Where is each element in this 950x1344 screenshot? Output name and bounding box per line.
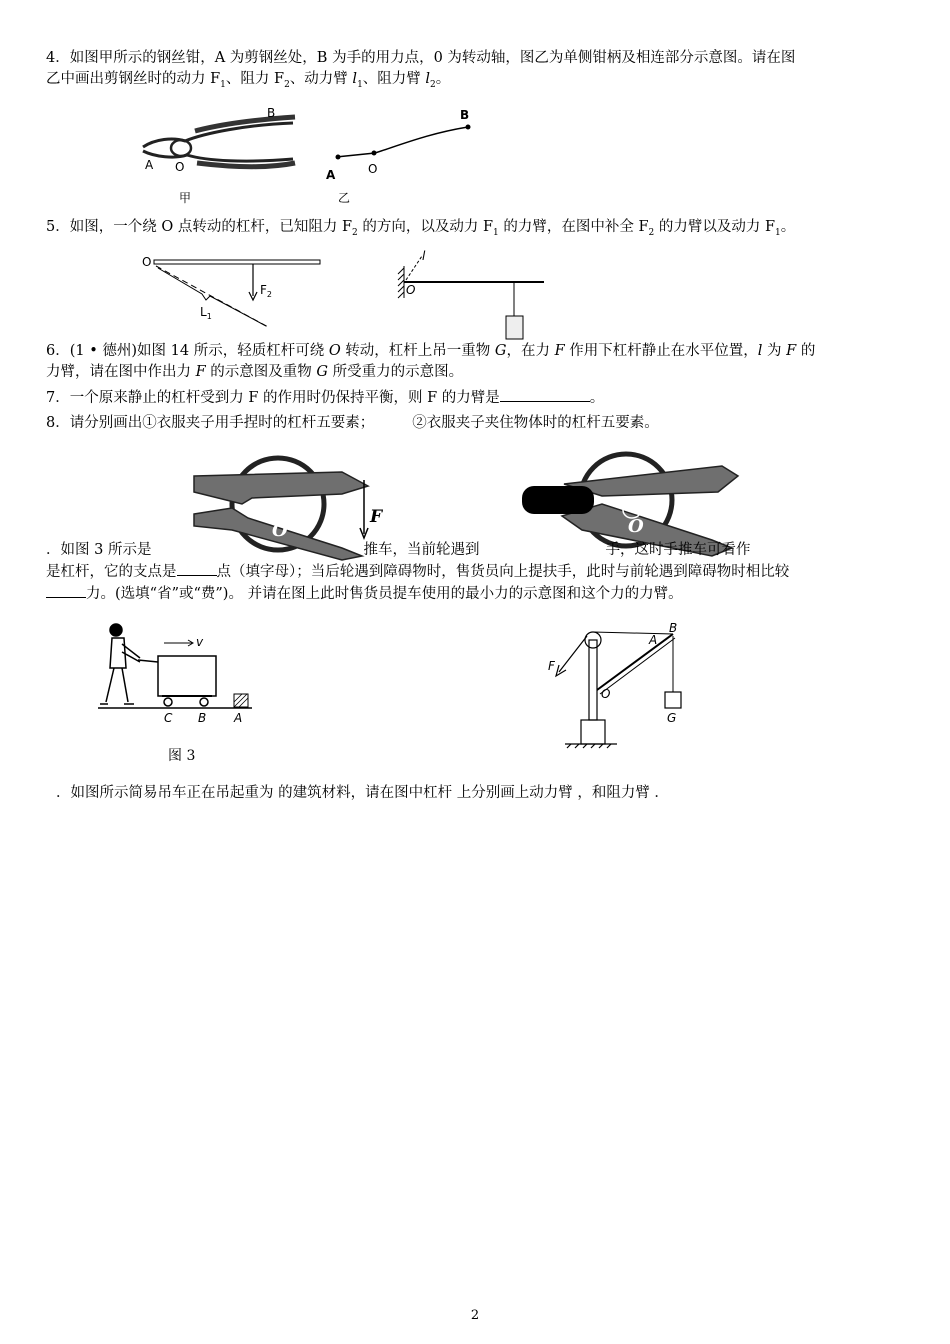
hanging-weight bbox=[506, 316, 523, 339]
fig3-caption: 图 3 bbox=[168, 748, 196, 764]
cart-rear-wheel bbox=[164, 698, 172, 706]
handle-figure bbox=[320, 105, 480, 205]
cart-basket bbox=[158, 656, 216, 696]
handle-caption: 乙 bbox=[338, 191, 351, 205]
clip-left-label-f: F bbox=[370, 507, 383, 527]
cart-handle bbox=[138, 660, 158, 662]
handle-point-o bbox=[372, 151, 377, 156]
force-arm-dashed bbox=[406, 256, 422, 280]
cart-label-b: B bbox=[198, 711, 207, 725]
cart-front-wheel bbox=[200, 698, 208, 706]
lever-label-o: O bbox=[142, 255, 152, 269]
pliers-label-b: B bbox=[267, 106, 276, 120]
crane-force-arrowhead bbox=[556, 665, 566, 676]
question-4 bbox=[46, 48, 908, 90]
question-9 bbox=[46, 540, 908, 605]
person-pushing bbox=[100, 624, 140, 704]
crane-boom-inner bbox=[600, 638, 675, 694]
pliers-label-a: A bbox=[145, 158, 154, 172]
question-8: 8．请分别画出①衣服夹子用手捏时的杠杆五要素； ②衣服夹子夹住物体时的杠杆五要素。 bbox=[46, 415, 659, 431]
crane-force-line bbox=[559, 636, 587, 672]
crane-label-g: G bbox=[667, 711, 677, 725]
q4-line1: 4．如图甲所示的钢丝钳，A 为剪钢丝处，B 为手的用力点，0 为转动轴，图乙为单侧钳柄及相连部分示意图。请在图 bbox=[46, 50, 796, 66]
handle-curve bbox=[336, 127, 468, 157]
crane-label-a: A bbox=[649, 633, 658, 647]
pliers-drawing bbox=[143, 117, 295, 167]
crane-boom bbox=[597, 634, 673, 690]
l1-brace bbox=[158, 268, 266, 326]
question-6 bbox=[46, 341, 908, 383]
q9-line1: ．如图 3 所示是 推车，当前轮遇到 手，这时手推车可看作 bbox=[46, 542, 751, 558]
force-arm-label: l bbox=[422, 249, 426, 263]
cart-figure bbox=[96, 622, 256, 767]
handle-label-a: A bbox=[326, 168, 336, 182]
question-7: 7．一个原来静止的杠杆受到力 F 的作用时仍保持平衡，则 F 的力臂是 。 bbox=[46, 387, 908, 409]
pivot-label: O bbox=[406, 283, 416, 297]
handle-point-a bbox=[336, 155, 341, 160]
q7-answer-blank[interactable] bbox=[500, 387, 590, 402]
f2-label: $F_2$ bbox=[260, 283, 272, 299]
wall-lever-figure bbox=[392, 250, 552, 342]
crane-rope-top bbox=[593, 632, 673, 634]
q9-effort-blank[interactable] bbox=[46, 583, 86, 598]
cart-label-c: C bbox=[164, 711, 173, 725]
handle-label-o: O bbox=[368, 162, 378, 176]
obstacle-hatch bbox=[234, 694, 248, 707]
crane-label-b: B bbox=[669, 621, 678, 635]
pliers-figure bbox=[135, 105, 305, 205]
velocity-label: v bbox=[196, 635, 204, 649]
cart-label-a: A bbox=[234, 711, 243, 725]
pliers-label-o: O bbox=[175, 160, 185, 174]
wall-hatch bbox=[398, 266, 404, 298]
clamped-object bbox=[522, 486, 594, 514]
clip-right-label-o: O bbox=[628, 516, 644, 537]
q9-line3: 力。(选填“省”或“费”)。 并请在图上此时售货员提车使用的最小力的示意图和这个力的力臂。 bbox=[46, 583, 908, 605]
crane-figure bbox=[545, 620, 705, 752]
question-5 bbox=[46, 217, 908, 238]
q6-line1: 6．(1 • 德州)如图 14 所示，轻质杠杆可绕 O 转动，杠杆上吊一重物 G，在力 F 作用下杠杆静止在水平位置，l 为 F 的 bbox=[46, 343, 816, 359]
lever-f2-figure bbox=[140, 250, 330, 332]
clip-left-label-o: O bbox=[272, 520, 288, 541]
q9-fulcrum-blank[interactable] bbox=[177, 561, 217, 576]
q9-line2: 是杠杆，它的支点是 点（填字母）；当后轮遇到障碍物时，售货员向上提扶手，此时与前轮遇到障碍物时相比较 bbox=[46, 561, 908, 583]
handle-point-b bbox=[466, 125, 471, 130]
crane-label-f: F bbox=[548, 659, 555, 673]
question-10: ．如图所示简易吊车正在吊起重为 的建筑材料，请在图中杠杆 上分别画上动力臂 ，和阻力臂 ． bbox=[56, 785, 669, 801]
q5-line1: 5．如图，一个绕 O 点转动的杠杆，已知阻力 $F_2$ 的方向，以及动力 $F_1$ 的力臂，在图中补全 $F_2$ 的力臂以及动力 $F_1$。 bbox=[46, 219, 796, 238]
crane-label-o: O bbox=[601, 687, 611, 701]
q6-line2: 力臂，请在图中作出力 F 的示意图及重物 G 所受重力的示意图。 bbox=[46, 364, 464, 380]
q4-line2: 乙中画出剪钢丝时的动力 $F_1$、阻力 $F_2$、动力臂 $l_1$、阻力臂 $l_2$。 bbox=[46, 71, 451, 90]
lever-bar bbox=[154, 260, 320, 264]
page-number: 2 bbox=[470, 1308, 480, 1323]
clip-upper-arm bbox=[194, 472, 368, 504]
crane-load bbox=[665, 692, 681, 708]
l1-label: $L_1$ bbox=[200, 305, 212, 321]
handle-label-b: B bbox=[460, 108, 470, 122]
pliers-caption: 甲 bbox=[179, 191, 192, 205]
